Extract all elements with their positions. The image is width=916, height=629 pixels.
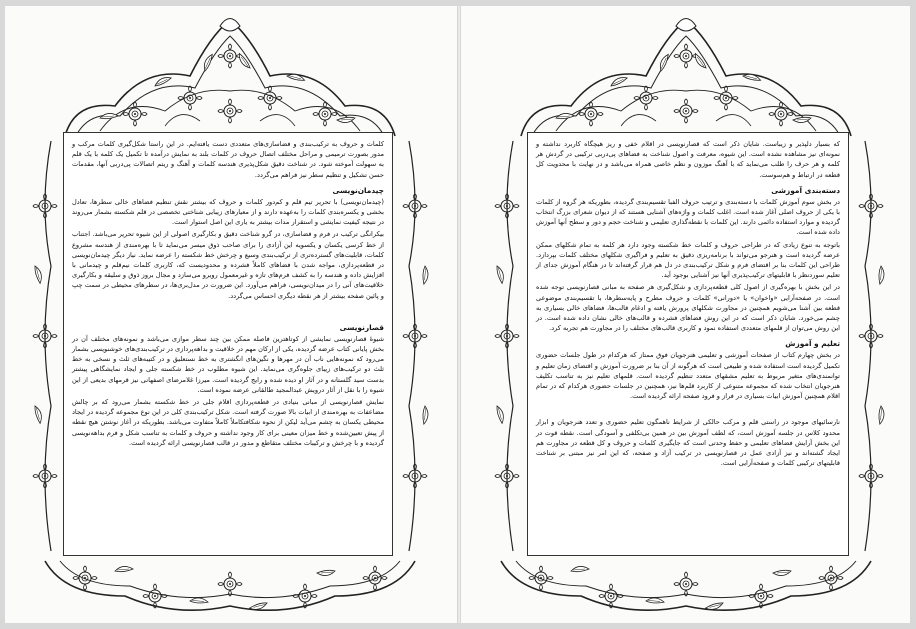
right-section2-heading: تعلیم و آموزش [785,339,840,349]
left-section2-paragraph-2: نمایش قصارنویسی از مبانی بنیادی در قطعه‌پردازی اقلام جلی در خط شکسته بشمار می‌رود که بر چالش مضاعفات به بهره‌مندی از ابیات بالا صورت گرفته است. شکل ترکیب‌بندی کلی در این نوع مجموعه گردیده در ایجاد محیطی یکسان به چشم می‌آید لیکن از نحوه شکافتکاملاً کاملاً متفاوت می‌باشد. بطوریکه در آغاز نوشتن هیچ نقطه از پیش تعیین‌شده و خط میزان معینی برای کار وجود نداشته و حروف و کلمات به تناسب شکل و فرم بداهه‌نویسی گردیده و با چرخش و ترکیبات مختلف متقاطع و مدور در قالب قصارنویسی ارائه گردیده است. [72,398,384,447]
right-page [461,6,911,623]
right-intro-paragraph: که بسیار دلپذیر و زیباست. شایان ذکر است که قصارنویسی در اقلام خفی و ریز هیچگاه کاربرد نداشته و نمونه‌ای نیز مشاهده نشده است. این شیوه، معرفت و اصول شناخت به فضاهای پی‌دربی ترکیبی در گردش هر کلمه و هر حرف را طلب می‌نماید که با آهنگ موزون و نظم خاصی همراه می‌باشد و در نهایت با محدویت کل قطعه در ارتباط و هم‌سوست. [536,140,840,179]
right-text-frame [527,132,849,556]
left-section1-paragraph-1: (چیدمان‌نویسی) با تحریر تیم قلم و کم‌دور کلمات و حروف که بیشتر نقش تنظیم فضاهای خالی سطرها، تعادل بخشی و یکسره‌بندی کلمات را به‌عهده دارند و از معیارهای زیبایی شناختی تخصصی در قلم شکسته بشمار می‌روند در نتیجه کیفیت نمایشی و استقرار مدات بیشتر به یاری این اصل استوار است. [72,197,384,227]
left-section1-heading: چیدمان‌نویسی [332,185,384,195]
left-section2-heading: قصارنویسی [339,322,384,332]
floral-arabesque-bottom-icon [45,561,415,611]
floral-arabesque-top-icon [521,19,851,137]
right-section1-heading: دسته‌بندی آموزشی [771,185,840,195]
left-intro-paragraph: کلمات و حروف به ترکیب‌بندی و فضاسازی‌های متعددی دست یافته‌ایم. در این راستا شکل‌گیری کلمات مرکب و مدور بصورت ترمیمی و مراحل مختلف اتصال حروف در کلمات بلند به نمایش درآمده تا تکمیل یک کلمه با یک قلم به سهولت آموخته شود. در شناخت دقیق شکل‌پذیری هندسه کلمات و آهنگ و ریتم اتصالات پی‌دربی آنها، مقدمات حسن تشکیل و تنظیم سطر نیز فراهم می‌گردد. [72,140,384,179]
floral-arabesque-top-icon [65,19,395,137]
floral-arabesque-bottom-icon [501,561,871,611]
left-section2-paragraph-1: شیوۀ قصارنویسی نمایشی از کوتاهترین فاصله ممکن بین چند سطر موازی می‌باشد و نمونه‌های مختلف آن در بخش پایانی کتاب عرضه گردیده، یکی از ارکان مهم در خلاقیت و بداهه‌پردازی در ترکیب‌بندی‌های خوشنویسی بشمار می‌رود که نمونه‌هایی ناب آن در مهرها و نگین‌های انگشتری به خط نستعلیق و در کتیبه‌های ثلث و نسخی به خط ثلث دو ترکیب‌های زیبای جلوه‌گری می‌نماید. این شیوه مطلوب در خط شکسته جلی و ایجاد نمایشگاهی پیشتر بدست سید گلستانه و در آثار او دیده شده و رایج گردیده است. میرزا غلامرضای اصفهانی نیز قرمهای بدیعی از این شیوه را با نقل از آثار درویش عبدالمجید طالقانی عرضه نموده است. [72,334,384,394]
book-spread [5,6,910,623]
spacer [72,303,384,317]
right-section1-paragraph-1: در بخش سوم آموزش کلمات با دسته‌بندی و ترتیب حروف الفبا تقسیم‌بندی گردیده، بطوریکه هر گروه از کلمات با یکی از حروف اصلی آغاز شده است. اغلب کلمات و واژه‌های آشنایی هستند که از دیوان شعرای بزرگ انتخاب گردیده و موارد استفاده دائمی دارند. این کلمات با نقطه‌گذاری تعلیمی و شناخت حجم و دور و سطح آنها آموزش داده شده است. [536,197,840,237]
right-section2-paragraph-1: در بخش چهارم کتاب از صفحات آموزشی و تعلیمی هنرجویان فوق ممتاز که هرکدام در طول جلسات حضوری تکمیل گردیده است استفاده شده و طبیعی است که هرگونه از آن بنا بر ضرورت آموزش و اقتضای زمان تعلیم و توانمندی‌های متغیر مربوط به تعلیم مشقهای متعدد تنظیم گردیده است. قلمهای تعلیم نیز به تناسب تکلیف هنرجویان انتخاب شده که مجموعه متنوعی از کاربرد قلم‌ها نیز، همچنین در جلسات حضوری هرکدام که در تمام اقلام همچنین آموزش ابیات بسیاری در فراز و فرود صفحه ارائه گردیده است. [536,351,840,401]
left-text-frame [63,132,393,556]
right-section1-paragraph-2: باتوجه به تنوع زیادی که در طراحی حروف و کلمات خط شکسته وجود دارد هر کلمه به تمام شکلهای ممکن عرضه گردیده است و هنرجو می‌تواند با برنامه‌ریزی دقیق به تعلیم و فراگیری شکلهای مختلف کلمات بپردازد. طراحی این کلمات بنا بر اقتضای فرم و شکل ترکیب‌بندی در دل هم قرار گرفته‌اند تا در هنگام آموزش جدای از تعلیم سوردنظر با قابلیتهای ترکیب‌پذیری آنها نیز آشنایی بوجود آید. [536,240,840,280]
left-page [5,6,455,623]
left-section1-paragraph-2: بیکرانگی ترکیب در فرم و فضاسازی، در گرو شناخت دقیق و بکارگیری اصولی از این شیوه تحریر می‌باشد. اجتناب از خط کرسی یکسان و یکسویه این آزادی را برای صاحب ذوق میسر می‌نماید تا با بهره‌مندی از هندسه مشروع کلمات، قابلیت‌های گسترده‌تری از ترکیب‌بندی وسیع و چرخش خط شکسته را عرضه نماید. نیاز دیگر چیدمان‌نویسی در قطعه‌پردازی، مواجه شدن با فضاهای کاملاً فشرده و محدودیست که، کاربری کلمات نیم‌قلم و چیدمانی با افزایش داده و هندسه را به کشف فرم‌های تازه و غیرمعمول رویرو می‌سازد و مجال بروز ذوق و سلیقه و بکارگیری خلاقیت‌های آنی را در میدان‌نویسی، فراهم می‌آورد. این ضرورت در مدل‌بری‌ها، در سطرهای محیطی در سمت چپ و پائین صفحه بیشتر از هر نقطه دیگری احساس می‌گردد. [72,230,384,300]
spacer [536,403,840,417]
right-section1-paragraph-3: در این بخش با بهره‌گیری از اصول کلی قطعه‌پردازی و شکل‌گیری هر صفحه به مبانی قصارنویسی توجه شده است. در صفحه‌آرایی «واخوان» یا «دورانی» کلمات و حروف مطرح و پایه‌سطرها، با تقسیم‌بندی موضوعی قطعه بین آشنا می‌شویم همچنین در مجاورت شکلهای پرورش یافته و ادغام قالب‌ها، فضاهای خالی بسیاری به چشم می‌خورد. شایان ذکر است که در این روش فضاهای فشرده و قالب‌های خالی نشان داده شده است. در این روش می‌توان از قلمهای متعددی استفاده نمود و کاربری قالب‌های مختلف را در مجاورت هم تجربه کرد. [536,283,840,333]
right-section2-paragraph-2: نارسائیهای موجود در راستی قلم و مرکب حالکی از شرایط ناهمگون تعلیم حضوری و تعدد هنرجویان و ابزار محدود کلاس در جلسه آموزش است، که لطف آموزش بین در همین بی‌تکلفی و آسودگی است. نقطه قوت در این بخش آرایش فضاهای تعلیمی و حفظ وحدتی است که جایگیری کلمات و حروف و کل قطعه در مجاورت هم ایجاد گشته‌اند و نیز آزادی عمل در قصارنویسی در ترکیب آزاد و صفحه، که این امر نیز مبتنی بر شناخت قابلیتهای ترکیبی کلمات و صفحه‌آرایی است. [536,418,840,468]
